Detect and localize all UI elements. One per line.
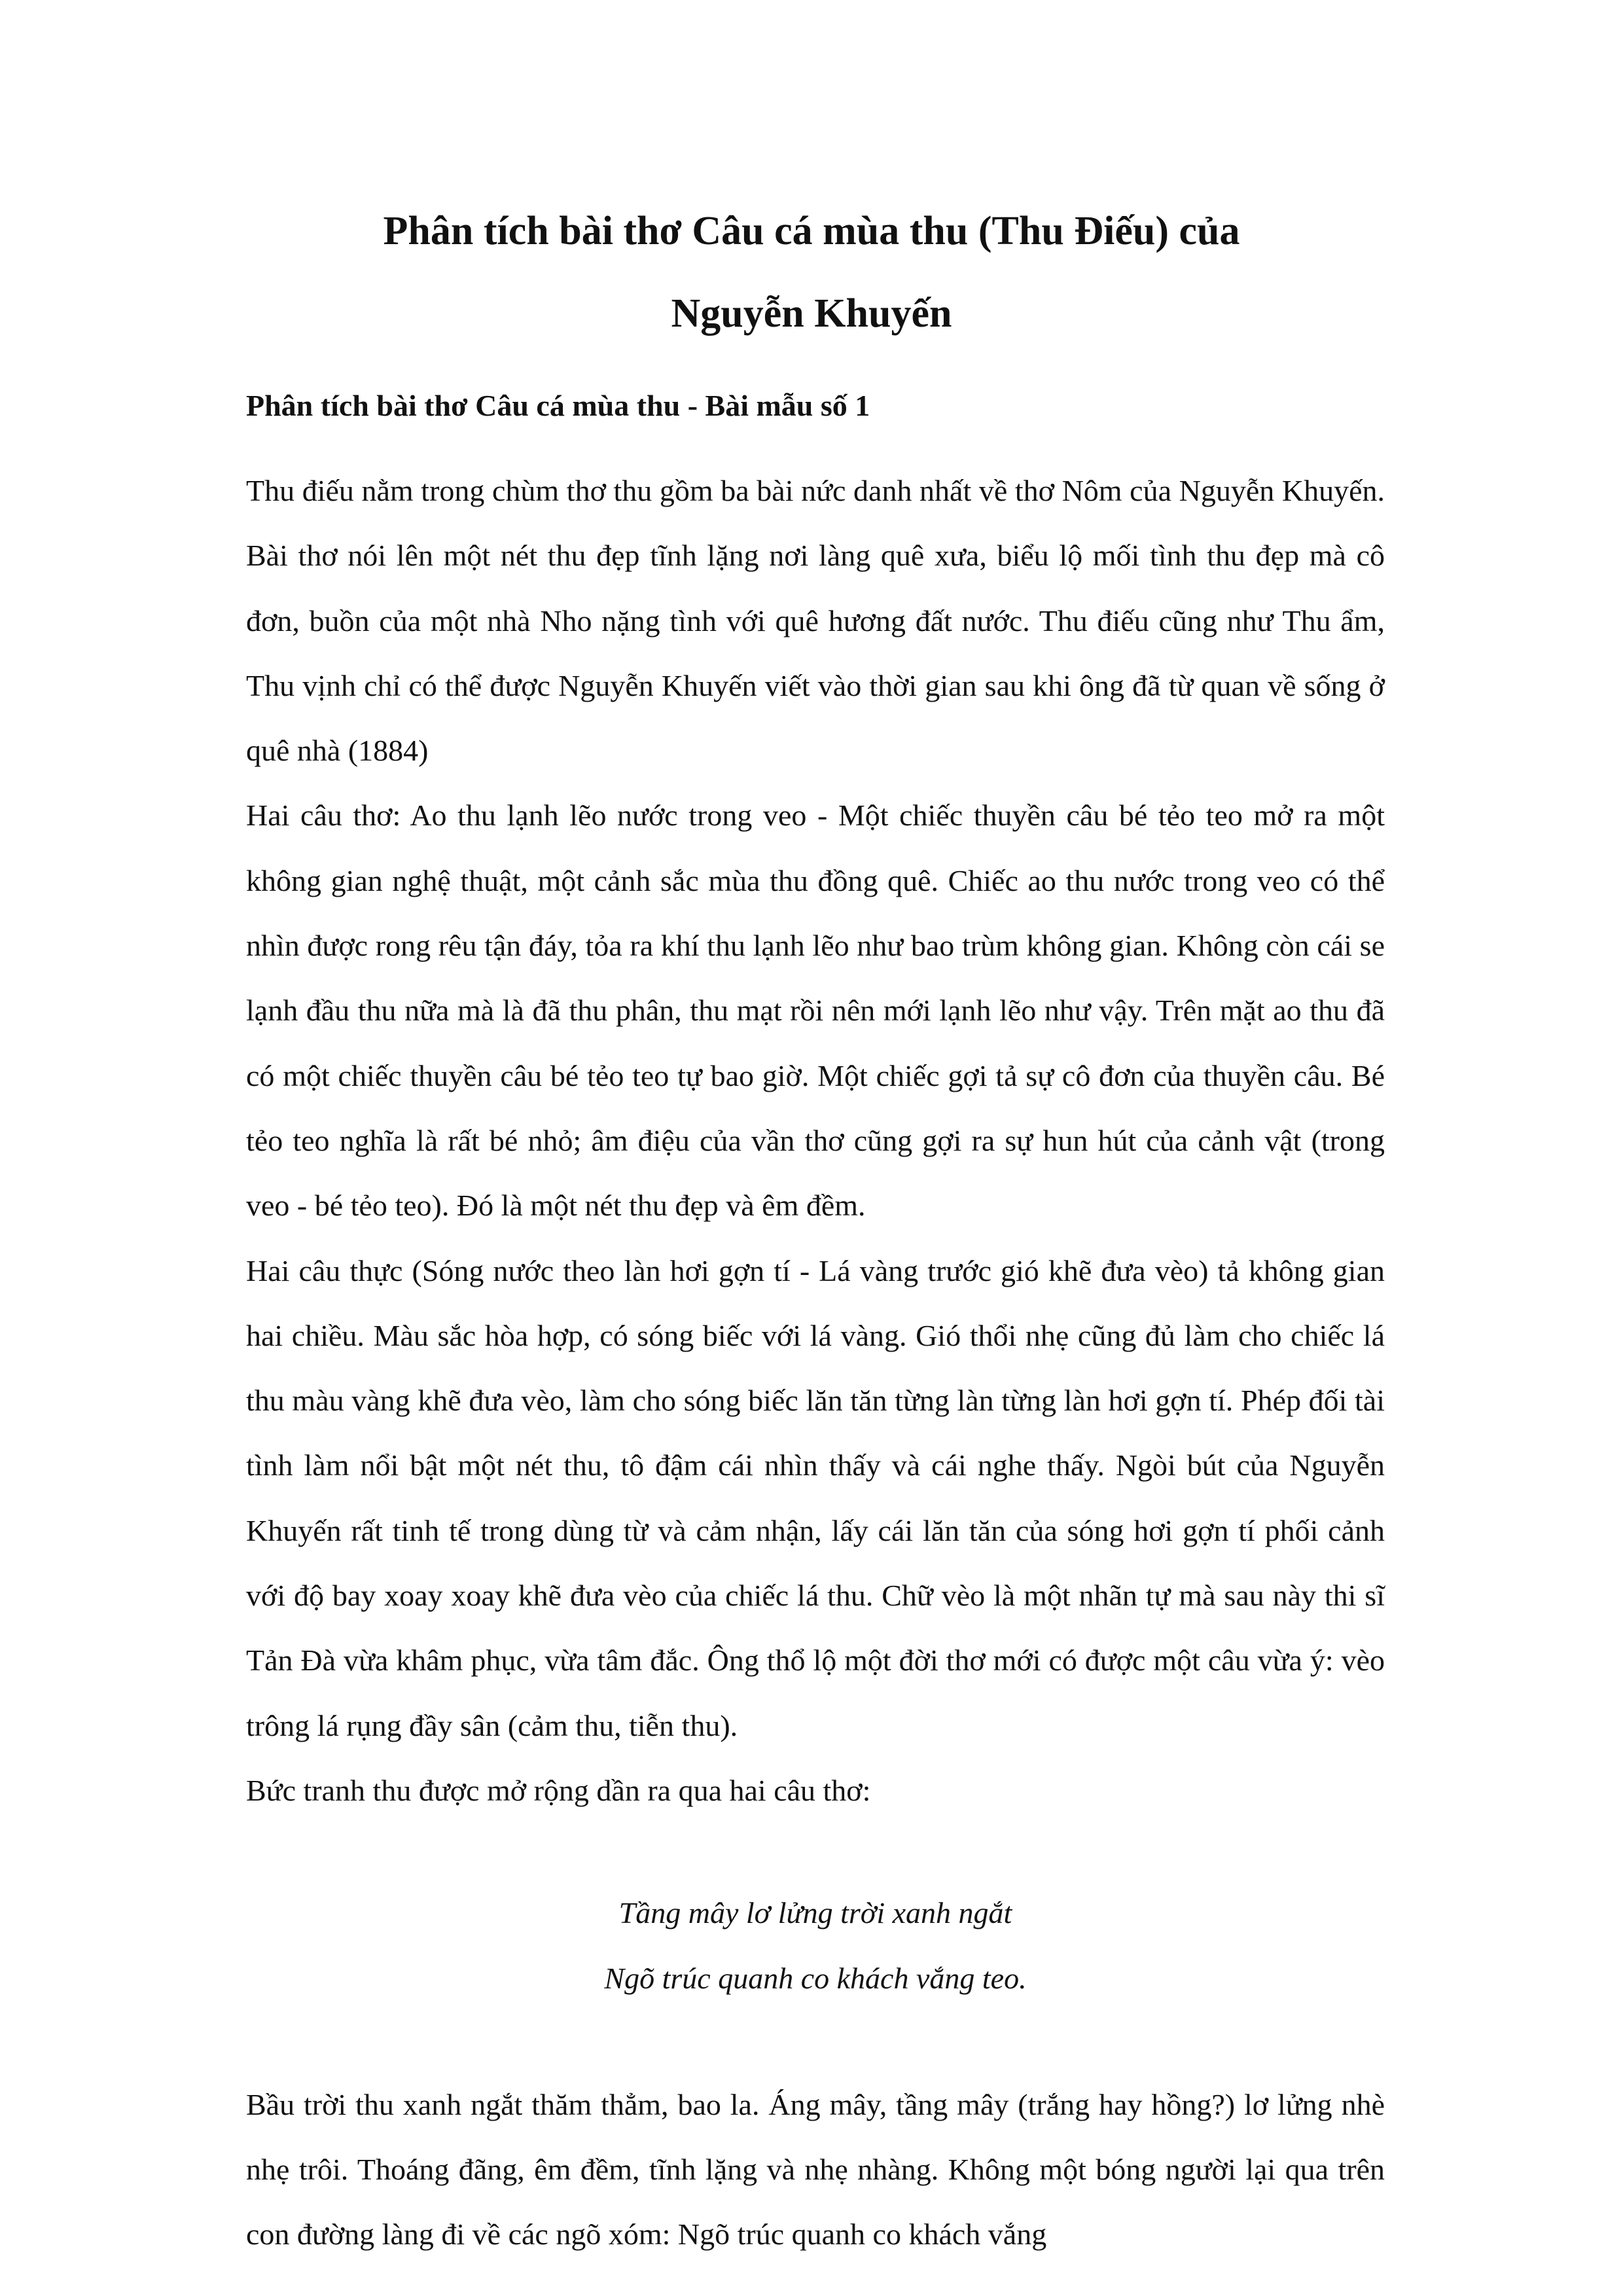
paragraph-intro: Thu điếu nằm trong chùm thơ thu gồm ba bài nức danh nhất về thơ Nôm của Nguyễn Khuyến. Bài thơ nói lên một nét thu đẹp tĩnh lặng nơi làng quê xưa, biểu lộ mối tình thu đẹp mà cô đơn, buồn của một nhà Nho nặng tình với quê hương đất nước. Thu điếu cũng như Thu ẩm, Thu vịnh chỉ có thể được Nguyễn Khuyến viết vào thời gian sau khi ông đã từ quan về sống ở quê nhà (1884): [246, 474, 1385, 768]
paragraph-lead-in: Bức tranh thu được mở rộng dần ra qua hai câu thơ:: [246, 1773, 871, 1807]
verse-line-1: Tầng mây lơ lửng trời xanh ngắt: [618, 1896, 1012, 1930]
article-body: [246, 458, 1385, 2267]
verse-line-2: Ngõ trúc quanh co khách vắng teo.: [604, 1961, 1027, 1995]
title-line-1: Phân tích bài thơ Câu cá mùa thu (Thu Điếu) của: [383, 209, 1240, 253]
paragraph-de: Hai câu thơ: Ao thu lạnh lẽo nước trong veo - Một chiếc thuyền câu bé tẻo teo mở ra một không gian nghệ thuật, một cảnh sắc mùa thu đồng quê. Chiếc ao thu nước trong veo có thể nhìn được rong rêu tận đáy, tỏa ra khí thu lạnh lẽo như bao trùm không gian. Không còn cái se lạnh đầu thu nữa mà là đã thu phân, thu mạt rồi nên mới lạnh lẽo như vậy. Trên mặt ao thu đã có một chiếc thuyền câu bé tẻo teo tự bao giờ. Một chiếc gợi tả sự cô đơn của thuyền câu. Bé tẻo teo nghĩa là rất bé nhỏ; âm điệu của vần thơ cũng gợi ra sự hun hút của cảnh vật (trong veo - bé tẻo teo). Đó là một nét thu đẹp và êm đềm.: [246, 798, 1385, 1223]
section-heading: Phân tích bài thơ Câu cá mùa thu - Bài mẫu số 1: [246, 389, 870, 422]
poem-verse: [246, 1880, 1385, 2011]
paragraph-luan: Bầu trời thu xanh ngắt thăm thẳm, bao la. Áng mây, tầng mây (trắng hay hồng?) lơ lửng nhè nhẹ trôi. Thoáng đãng, êm đềm, tĩnh lặng và nhẹ nhàng. Không một bóng người lại qua trên con đường làng đi về các ngõ xóm: Ngõ trúc quanh co khách vắng: [246, 2087, 1385, 2251]
page-title: [196, 190, 1427, 355]
title-line-2: Nguyễn Khuyến: [671, 291, 952, 336]
paragraph-thuc: Hai câu thực (Sóng nước theo làn hơi gợn tí - Lá vàng trước gió khẽ đưa vèo) tả không gian hai chiều. Màu sắc hòa hợp, có sóng biếc với lá vàng. Gió thổi nhẹ cũng đủ làm cho chiếc lá thu màu vàng khẽ đưa vèo, làm cho sóng biếc lăn tăn từng làn từng làn hơi gợn tí. Phép đối tài tình làm nổi bật một nét thu, tô đậm cái nhìn thấy và cái nghe thấy. Ngòi bút của Nguyễn Khuyến rất tinh tế trong dùng từ và cảm nhận, lấy cái lăn tăn của sóng hơi gợn tí phối cảnh với độ bay xoay xoay khẽ đưa vèo của chiếc lá thu. Chữ vèo là một nhãn tự mà sau này thi sĩ Tản Đà vừa khâm phục, vừa tâm đắc. Ông thổ lộ một đời thơ mới có được một câu vừa ý: vèo trông lá rụng đầy sân (cảm thu, tiễn thu).: [246, 1253, 1385, 1742]
